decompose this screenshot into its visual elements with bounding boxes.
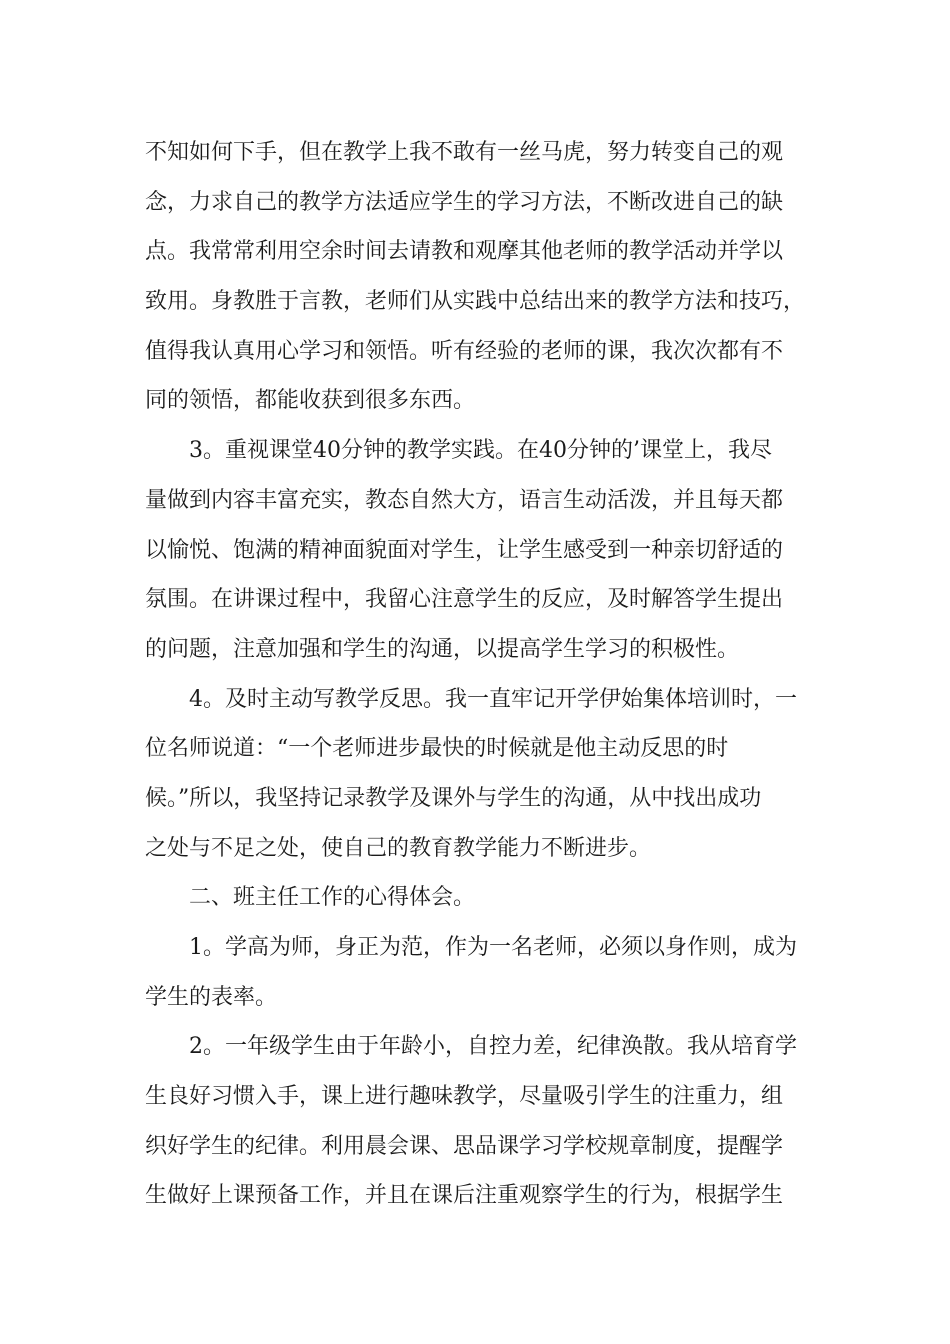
text-line: 致用。身教胜于言教，老师们从实践中总结出来的教学方法和技巧， bbox=[145, 289, 806, 315]
text-line: 生良好习惯入手，课上进行趣味教学，尽量吸引学生的注重力，组 bbox=[145, 1084, 784, 1110]
text-line: 值得我认真用心学习和领悟。听有经验的老师的课，我次次都有不 bbox=[145, 338, 784, 364]
text-line: 同的领悟，都能收获到很多东西。 bbox=[145, 388, 476, 414]
text-line: 不知如何下手，但在教学上我不敢有一丝马虎，努力转变自己的观 bbox=[145, 140, 784, 165]
text-line: 候。”所以，我坚持记录教学及课外与学生的沟通，从中找出成功 bbox=[145, 785, 762, 811]
text-line: 点。我常常利用空余时间去请教和观摩其他老师的教学活动并学以 bbox=[145, 239, 784, 265]
text-line: 4。及时主动写教学反思。我一直牢记开学伊始集体培训时，一 bbox=[189, 686, 797, 712]
text-line: 3。重视课堂40分钟的教学实践。在40分钟的’课堂上，我尽 bbox=[189, 438, 772, 464]
body-text bbox=[145, 128, 810, 1221]
text-line: 的问题，注意加强和学生的沟通，以提高学生学习的积极性。 bbox=[145, 636, 740, 662]
text-line: 之处与不足之处，使自己的教育教学能力不断进步。 bbox=[145, 835, 652, 861]
text-line: 量做到内容丰富充实，教态自然大方，语言生动活泼，并且每天都 bbox=[145, 487, 784, 513]
text-line: 二、班主任工作的心得体会。 bbox=[189, 885, 476, 911]
text-line: 念，力求自己的教学方法适应学生的学习方法，不断改进自己的缺 bbox=[145, 189, 784, 215]
text-line: 氛围。在讲课过程中，我留心注意学生的反应，及时解答学生提出 bbox=[145, 587, 784, 613]
text-line: 2。一年级学生由于年龄小，自控力差，纪律涣散。我从培育学 bbox=[189, 1034, 797, 1060]
text-line: 位名师说道：“一个老师进步最快的时候就是他主动反思的时 bbox=[145, 736, 729, 762]
text-line: 1。学高为师，身正为范，作为一名老师，必须以身作则，成为 bbox=[189, 935, 797, 960]
text-line: 织好学生的纪律。利用晨会课、思品课学习学校规章制度，提醒学 bbox=[145, 1133, 784, 1159]
text-line: 生做好上课预备工作，并且在课后注重观察学生的行为，根据学生 bbox=[145, 1183, 784, 1209]
text-line: 以愉悦、饱满的精神面貌面对学生，让学生感受到一种亲切舒适的 bbox=[145, 537, 784, 563]
text-line: 学生的表率。 bbox=[145, 984, 278, 1010]
